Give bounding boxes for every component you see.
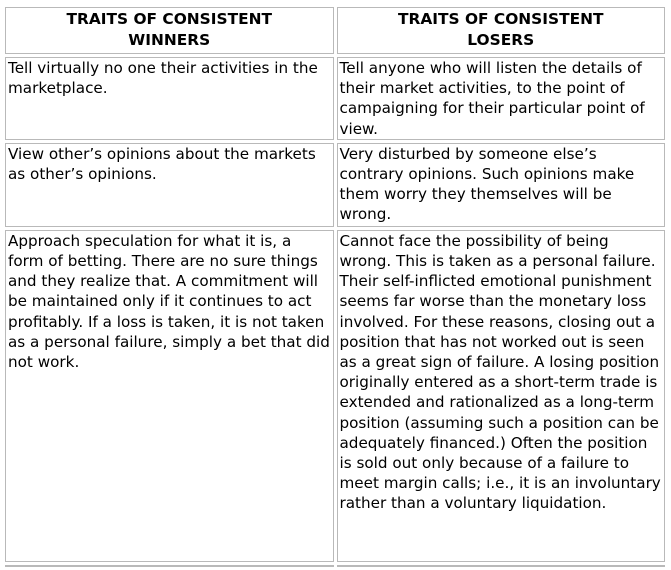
losers-cell-empty: [337, 565, 666, 567]
losers-cell: [337, 230, 666, 562]
losers-trait-text: Cannot face the possibility of being wrong. This is taken as a personal failure. Their self-inflicted emotional punishment seems far worse than the monetary loss involved. For these reasons, closing out a position that has not worked out is seen as a great sign of failure. A losing position originally entered as a short-term trade is extended and rationalized as a long-term position (assuming such a position can be adequately financed.) Often the position is sold out only because of a failure to meet margin calls; i.e., it is an involuntary rather than a voluntary liquidation.: [339, 231, 661, 513]
winners-column-header: [5, 7, 334, 54]
winners-cell: [5, 143, 334, 227]
winners-header-line1: TRAITS OF CONSISTENT: [66, 10, 272, 28]
losers-header-line1: TRAITS OF CONSISTENT: [398, 10, 604, 28]
table-row: [5, 57, 665, 140]
losers-column-header: [337, 7, 666, 54]
winners-cell: [5, 57, 334, 140]
table-row-partial: [5, 565, 665, 567]
losers-trait-text: Tell anyone who will listen the details of their market activities, to the point of campaigning for their particular point of view.: [339, 59, 645, 138]
winners-cell-empty: [5, 565, 334, 567]
winners-trait-text: Tell virtually no one their activities in the marketplace.: [8, 59, 318, 98]
winners-trait-text: View other’s opinions about the markets as other’s opinions.: [8, 144, 316, 184]
traits-comparison-table: [2, 4, 668, 570]
winners-cell: [5, 230, 334, 562]
losers-cell: [337, 143, 666, 227]
table-row: [5, 230, 665, 562]
losers-trait-text: Very disturbed by someone else’s contrary opinions. Such opinions make them worry they themselves will be wrong.: [339, 144, 635, 224]
losers-header-line2: LOSERS: [467, 31, 535, 49]
table-header-row: [5, 7, 665, 54]
traits-table-container: [2, 4, 668, 570]
winners-trait-text: Approach speculation for what it is, a form of betting. There are no sure things and they realize that. A commitment will be maintained only if it continues to act profitably. If a loss is taken, it is not taken as a personal failure, simply a bet that did not work.: [8, 231, 330, 372]
table-row: [5, 143, 665, 227]
losers-cell: [337, 57, 666, 140]
winners-header-line2: WINNERS: [128, 31, 211, 49]
